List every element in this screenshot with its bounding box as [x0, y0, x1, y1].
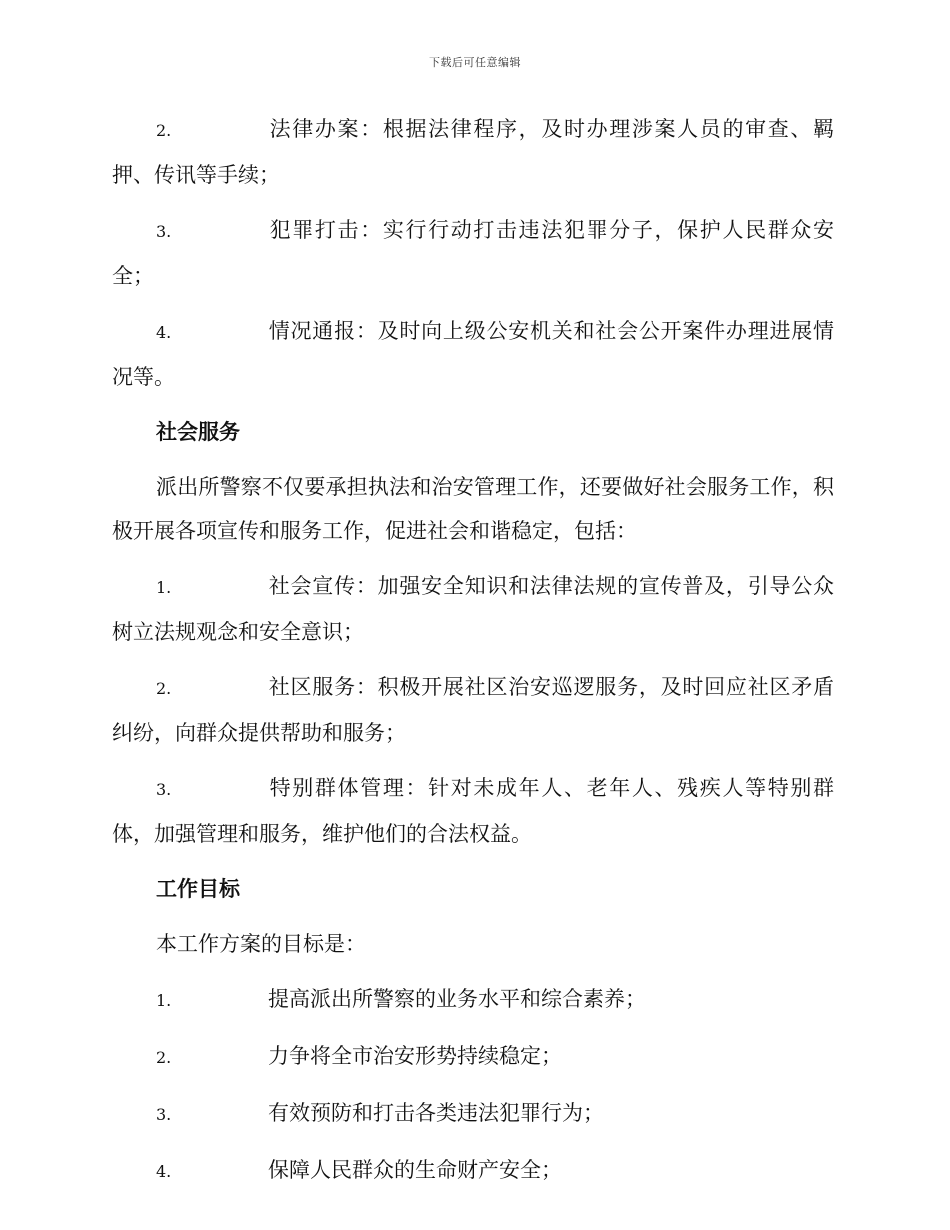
list-item — [112, 107, 834, 197]
list-number: 3. — [156, 222, 172, 241]
list-item — [112, 665, 834, 755]
list-text: 力争将全市治安形势持续稳定； — [268, 1044, 562, 1068]
section-heading: 工作目标 — [156, 876, 240, 901]
list-number: 2. — [156, 121, 172, 140]
list-item — [112, 1148, 834, 1194]
list-item — [112, 766, 834, 856]
list-number: 2. — [156, 679, 172, 698]
list-number: 2. — [156, 1048, 172, 1067]
list-text: 社会宣传：加强安全知识和法律法规的宣传普及，引导公众树立法规观念和安全意识； — [112, 574, 834, 644]
list-text: 保障人民群众的生命财产安全； — [268, 1158, 562, 1182]
list-number: 4. — [156, 1162, 172, 1181]
list-number: 3. — [156, 780, 172, 799]
list-number: 1. — [156, 991, 172, 1010]
list-number: 3. — [156, 1105, 172, 1124]
paragraph: 派出所警察不仅要承担执法和治安管理工作，还要做好社会服务工作，积极开展各项宣传和服务工作，促进社会和谐稳定，包括： — [112, 475, 834, 543]
document-body — [112, 107, 834, 1205]
list-number: 1. — [156, 578, 172, 597]
list-item — [112, 309, 834, 399]
list-item — [112, 1091, 834, 1137]
section-heading: 社会服务 — [156, 419, 240, 444]
list-text: 情况通报：及时向上级公安机关和社会公开案件办理进展情况等。 — [112, 319, 834, 389]
list-text: 法律办案：根据法律程序，及时办理涉案人员的审查、羁押、传讯等手续； — [112, 117, 834, 187]
list-item — [112, 564, 834, 654]
paragraph: 本工作方案的目标是： — [156, 932, 366, 956]
list-text: 犯罪打击：实行行动打击违法犯罪分子，保护人民群众安全； — [112, 218, 834, 288]
list-item — [112, 208, 834, 298]
list-text: 特别群体管理：针对未成年人、老年人、残疾人等特别群体，加强管理和服务，维护他们的合法权益。 — [112, 776, 834, 846]
list-text: 有效预防和打击各类违法犯罪行为； — [268, 1101, 604, 1125]
list-number: 4. — [156, 323, 172, 342]
page-header: 下载后可任意编辑 — [429, 56, 521, 69]
list-item — [112, 977, 834, 1023]
list-text: 社区服务：积极开展社区治安巡逻服务，及时回应社区矛盾纠纷，向群众提供帮助和服务； — [112, 675, 834, 745]
list-item — [112, 1034, 834, 1080]
list-text: 提高派出所警察的业务水平和综合素养； — [268, 987, 646, 1011]
